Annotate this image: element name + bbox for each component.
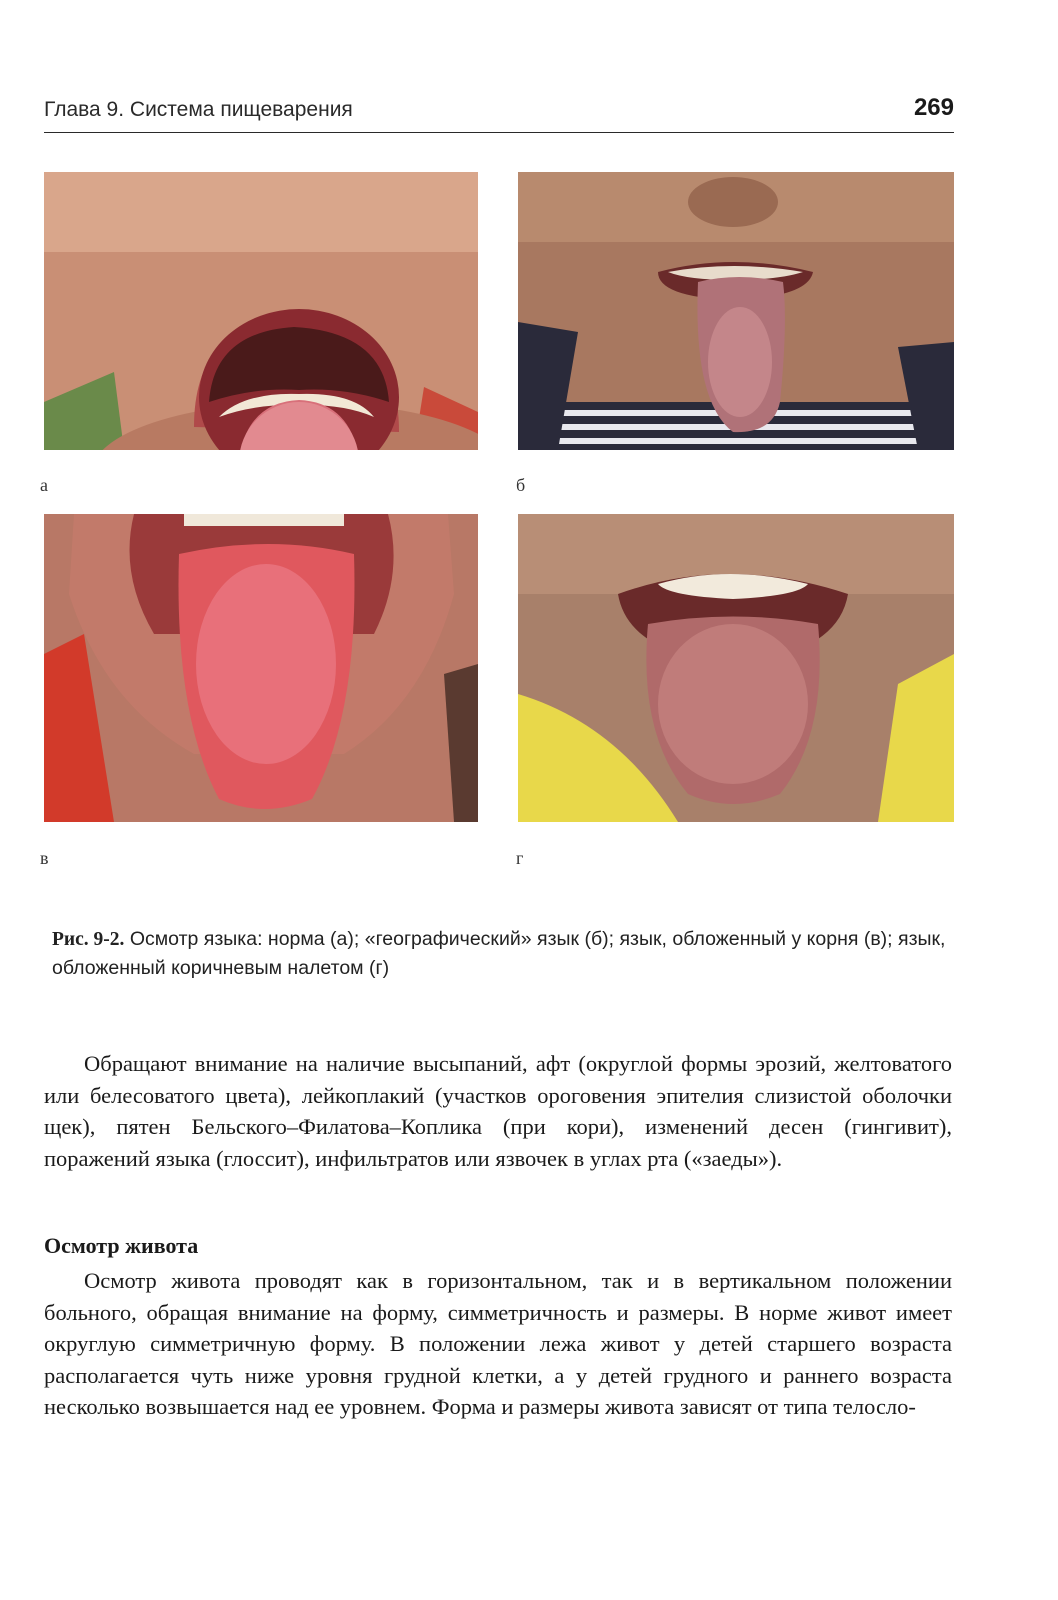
body-paragraph-1: Обращают внимание на наличие высыпаний, афт (округлой формы эрозий, желтоватого или белесоватого цвета), лейкоплакий (участков ороговения эпителия слизистой оболочки щек), пятен Бельского–Филатова–Коплика (при кори), изменений десен (гингивит), поражений языка (глоссит), инфильтратов или язвочек в углах рта («заеды»). xyxy=(44,1051,952,1171)
section-title: Осмотр живота xyxy=(44,1233,199,1258)
figure-caption-text: Осмотр языка: норма (а); «географический» язык (б); язык, обложенный у корня (в); язык, обложенный коричневым налетом (г) xyxy=(52,928,946,979)
tongue-photo-b xyxy=(518,172,954,450)
chapter-title: Глава 9. Система пищеварения xyxy=(44,98,353,121)
page-number: 269 xyxy=(913,94,954,121)
panel-label-b: б xyxy=(516,475,526,495)
figure-caption xyxy=(52,925,952,983)
tongue-photo-c xyxy=(44,514,478,822)
body-paragraph-2: Осмотр живота проводят как в горизонтальном, так и в вертикальном положении больного, обращая внимание на форму, симметричность и размеры. В норме живот имеет округлую симметричную форму. В положении лежа живот у детей старшего возраста располагается чуть ниже уровня грудной клетки, а у детей грудного и раннего возраста несколько возвышается над ее уровнем. Форма и размеры живота зависят от типа телосло- xyxy=(44,1268,952,1419)
panel-label-d: г xyxy=(516,848,524,868)
panel-label-a: а xyxy=(40,475,48,495)
tongue-photo-icon xyxy=(44,514,478,822)
tongue-photo-icon xyxy=(518,172,954,450)
panel-label-c: в xyxy=(40,848,49,868)
page-header xyxy=(44,92,954,133)
tongue-photo-icon xyxy=(44,172,478,450)
tongue-photo-icon xyxy=(518,514,954,822)
figure-label: Рис. 9-2. xyxy=(52,929,125,950)
tongue-photo-d xyxy=(518,514,954,822)
tongue-photo-a xyxy=(44,172,478,450)
